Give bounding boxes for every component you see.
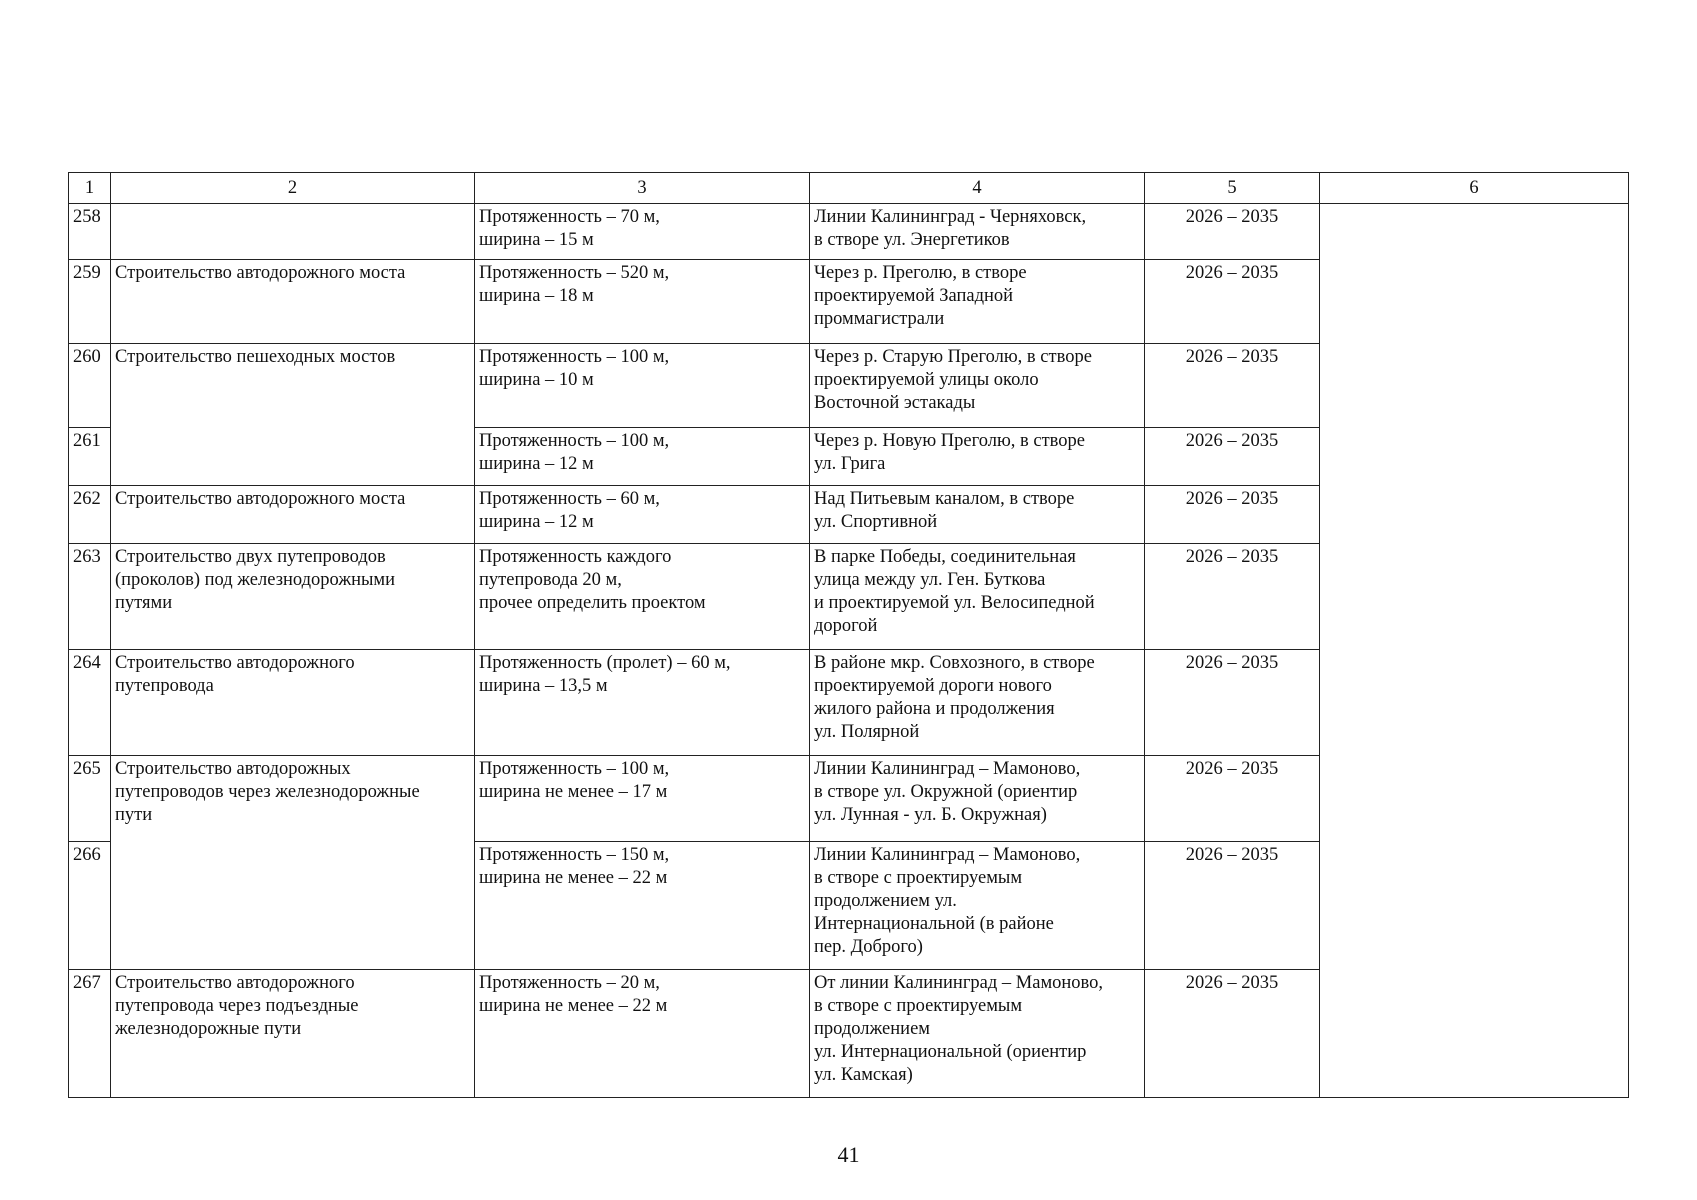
column-header: 3: [475, 173, 810, 204]
cell-line: ширина не менее – 22 м: [479, 996, 668, 1016]
cell-line: ул. Грига: [814, 454, 886, 474]
cell-line: Строительство двух путепроводов: [115, 547, 386, 567]
cell-line: путепровода: [115, 676, 214, 696]
cell-line: путями: [115, 593, 173, 613]
cell-line: Над Питьевым каналом, в створе: [814, 489, 1075, 509]
row-number: 265: [69, 756, 111, 842]
row-number: 260: [69, 344, 111, 428]
cell-line: Строительство пешеходных мостов: [115, 347, 396, 367]
parameters-cell: [475, 486, 810, 544]
parameters-cell: [475, 544, 810, 650]
period-cell: 2026 – 2035: [1145, 344, 1320, 428]
cell-line: Протяженность – 150 м,: [479, 845, 670, 865]
cell-line: В районе мкр. Совхозного, в створе: [814, 653, 1095, 673]
row-number: 259: [69, 260, 111, 344]
cell-line: ул. Полярной: [814, 722, 920, 742]
parameters-cell: [475, 344, 810, 428]
project-name-cell: [111, 970, 475, 1098]
row-number: 258: [69, 204, 111, 260]
cell-line: Строительство автодорожного: [115, 653, 355, 673]
cell-line: От линии Калининград – Мамоново,: [814, 973, 1104, 993]
cell-line: Строительство автодорожного: [115, 973, 355, 993]
location-cell: [810, 486, 1145, 544]
column-header: 5: [1145, 173, 1320, 204]
cell-line: ширина не менее – 17 м: [479, 782, 668, 802]
row-number: 263: [69, 544, 111, 650]
period-cell: 2026 – 2035: [1145, 260, 1320, 344]
parameters-cell: [475, 650, 810, 756]
period-cell: 2026 – 2035: [1145, 544, 1320, 650]
cell-line: в створе с проектируемым: [814, 868, 1023, 888]
cell-line: Интернациональной (в районе: [814, 914, 1054, 934]
cell-line: прочее определить проектом: [479, 593, 706, 613]
cell-line: Восточной эстакады: [814, 393, 976, 413]
location-cell: [810, 260, 1145, 344]
cell-line: Через р. Преголю, в створе: [814, 263, 1027, 283]
period-cell: 2026 – 2035: [1145, 650, 1320, 756]
cell-line: Протяженность – 100 м,: [479, 759, 670, 779]
cell-line: в створе с проектируемым: [814, 996, 1023, 1016]
cell-line: В парке Победы, соединительная: [814, 547, 1076, 567]
column-header: 2: [111, 173, 475, 204]
parameters-cell: [475, 204, 810, 260]
location-cell: [810, 344, 1145, 428]
column-header: 1: [69, 173, 111, 204]
cell-line: продолжением ул.: [814, 891, 957, 911]
cell-line: жилого района и продолжения: [814, 699, 1055, 719]
cell-line: ширина – 10 м: [479, 370, 594, 390]
cell-line: проектируемой Западной: [814, 286, 1014, 306]
cell-line: ширина – 12 м: [479, 454, 594, 474]
cell-line: ширина не менее – 22 м: [479, 868, 668, 888]
cell-line: проммагистрали: [814, 309, 945, 329]
cell-line: путепровода через подъездные: [115, 996, 359, 1016]
cell-line: Протяженность – 60 м,: [479, 489, 660, 509]
cell-line: Протяженность – 100 м,: [479, 347, 670, 367]
cell-line: ширина – 13,5 м: [479, 676, 608, 696]
period-cell: 2026 – 2035: [1145, 756, 1320, 842]
cell-line: улица между ул. Ген. Буткова: [814, 570, 1046, 590]
cell-line: железнодорожные пути: [115, 1019, 302, 1039]
cell-line: Через р. Старую Преголю, в створе: [814, 347, 1092, 367]
cell-line: Протяженность (пролет) – 60 м,: [479, 653, 731, 673]
cell-line: Протяженность – 20 м,: [479, 973, 660, 993]
row-number: 261: [69, 428, 111, 486]
location-cell: [810, 756, 1145, 842]
cell-line: в створе ул. Окружной (ориентир: [814, 782, 1078, 802]
parameters-cell: [475, 970, 810, 1098]
cell-line: Строительство автодорожного моста: [115, 263, 406, 283]
cell-line: Линии Калининград - Черняховск,: [814, 207, 1087, 227]
project-name-cell: [111, 650, 475, 756]
column-header: 6: [1320, 173, 1629, 204]
cell-line: проектируемой улицы около: [814, 370, 1039, 390]
period-cell: 2026 – 2035: [1145, 486, 1320, 544]
location-cell: [810, 650, 1145, 756]
table-row: [69, 204, 1629, 260]
cell-line: (проколов) под железнодорожными: [115, 570, 396, 590]
project-name-cell: [111, 756, 475, 970]
cell-line: Через р. Новую Преголю, в створе: [814, 431, 1085, 451]
cell-line: ширина – 18 м: [479, 286, 594, 306]
period-cell: 2026 – 2035: [1145, 428, 1320, 486]
cell-line: Строительство автодорожных: [115, 759, 351, 779]
cell-line: дорогой: [814, 616, 878, 636]
column-header: 4: [810, 173, 1145, 204]
cell-line: ширина – 15 м: [479, 230, 594, 250]
cell-line: ул. Лунная - ул. Б. Окружная): [814, 805, 1047, 825]
cell-line: в створе ул. Энергетиков: [814, 230, 1010, 250]
location-cell: [810, 842, 1145, 970]
project-name-cell: [111, 486, 475, 544]
location-cell: [810, 544, 1145, 650]
column-6-cell: [1320, 204, 1629, 1098]
cell-line: Протяженность – 100 м,: [479, 431, 670, 451]
cell-line: Линии Калининград – Мамоново,: [814, 845, 1081, 865]
project-name-cell: [111, 204, 475, 260]
row-number: 266: [69, 842, 111, 970]
cell-line: пути: [115, 805, 153, 825]
cell-line: Линии Калининград – Мамоново,: [814, 759, 1081, 779]
project-name-cell: [111, 344, 475, 486]
cell-line: Протяженность – 70 м,: [479, 207, 660, 227]
cell-line: проектируемой дороги нового: [814, 676, 1052, 696]
project-name-cell: [111, 544, 475, 650]
page-number: 41: [837, 1142, 860, 1167]
location-cell: [810, 204, 1145, 260]
cell-line: ул. Спортивной: [814, 512, 938, 532]
period-cell: 2026 – 2035: [1145, 204, 1320, 260]
parameters-cell: [475, 428, 810, 486]
cell-line: и проектируемой ул. Велосипедной: [814, 593, 1095, 613]
cell-line: Протяженность каждого: [479, 547, 672, 567]
location-cell: [810, 970, 1145, 1098]
project-name-cell: [111, 260, 475, 344]
table-header-row: [69, 173, 1629, 204]
period-cell: 2026 – 2035: [1145, 970, 1320, 1098]
parameters-cell: [475, 260, 810, 344]
location-cell: [810, 428, 1145, 486]
row-number: 264: [69, 650, 111, 756]
cell-line: ширина – 12 м: [479, 512, 594, 532]
cell-line: продолжением: [814, 1019, 930, 1039]
cell-line: Протяженность – 520 м,: [479, 263, 670, 283]
row-number: 262: [69, 486, 111, 544]
cell-line: путепроводов через железнодорожные: [115, 782, 420, 802]
cell-line: путепровода 20 м,: [479, 570, 622, 590]
cell-line: Строительство автодорожного моста: [115, 489, 406, 509]
parameters-cell: [475, 842, 810, 970]
cell-line: пер. Доброго): [814, 937, 923, 957]
projects-table: [68, 172, 1629, 1098]
cell-line: ул. Интернациональной (ориентир: [814, 1042, 1087, 1062]
cell-line: ул. Камская): [814, 1065, 913, 1085]
row-number: 267: [69, 970, 111, 1098]
parameters-cell: [475, 756, 810, 842]
period-cell: 2026 – 2035: [1145, 842, 1320, 970]
